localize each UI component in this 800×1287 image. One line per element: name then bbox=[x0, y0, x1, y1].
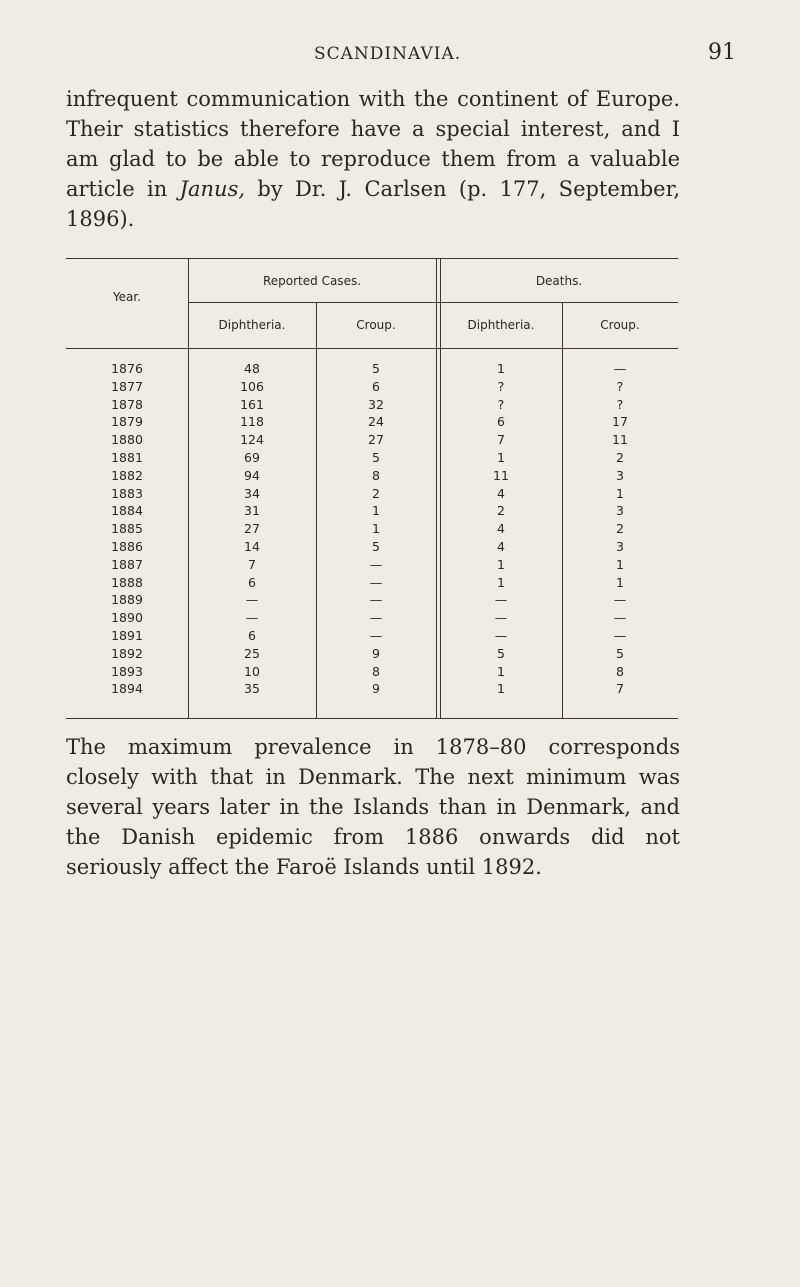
cell: 69 bbox=[244, 449, 260, 465]
cell: 1 bbox=[497, 663, 505, 679]
cell: — bbox=[369, 627, 383, 643]
cell: 1877 bbox=[111, 378, 143, 394]
cell: 1 bbox=[616, 556, 624, 572]
cell: — bbox=[369, 556, 383, 572]
header-deaths-diphtheria: Diphtheria. bbox=[467, 318, 535, 332]
cell: 17 bbox=[612, 414, 628, 430]
column-year bbox=[66, 360, 188, 698]
cell: 94 bbox=[244, 467, 260, 483]
cell: 1880 bbox=[111, 432, 143, 448]
col-divider-deaths-left bbox=[436, 258, 437, 718]
cell: ? bbox=[616, 378, 624, 394]
cell: 34 bbox=[244, 485, 260, 501]
cell: 1876 bbox=[111, 361, 143, 376]
cell: 4 bbox=[497, 485, 505, 501]
cell: 48 bbox=[244, 361, 260, 376]
cell: — bbox=[613, 627, 627, 643]
cell: 4 bbox=[497, 521, 505, 537]
column-deaths-croup bbox=[562, 360, 678, 698]
cell: 1886 bbox=[111, 538, 143, 554]
header-deaths: Deaths. bbox=[535, 274, 583, 288]
cell: 8 bbox=[616, 663, 624, 679]
header-reported-cases: Reported Cases. bbox=[262, 274, 362, 288]
cell: 1894 bbox=[111, 681, 143, 697]
cell: 1885 bbox=[111, 521, 143, 537]
header-sub-rule bbox=[188, 302, 678, 303]
journal-title: Janus, bbox=[179, 177, 246, 201]
cell: 1 bbox=[616, 485, 624, 501]
cell: 1892 bbox=[111, 645, 143, 661]
cell: 6 bbox=[497, 414, 505, 430]
cell: 5 bbox=[372, 361, 380, 376]
cell: 1879 bbox=[111, 414, 143, 430]
cell: 1881 bbox=[111, 449, 143, 465]
cell: 5 bbox=[497, 645, 505, 661]
cell: 1 bbox=[372, 503, 380, 519]
cell: 27 bbox=[244, 521, 260, 537]
cell: 3 bbox=[616, 538, 624, 554]
cell: 6 bbox=[248, 574, 256, 590]
cell: 10 bbox=[244, 663, 260, 679]
cell: 1 bbox=[497, 681, 505, 697]
cell: 1893 bbox=[111, 663, 143, 679]
cell: 2 bbox=[616, 449, 624, 465]
cell: — bbox=[494, 610, 508, 626]
cell: ? bbox=[497, 396, 505, 412]
cell: 1 bbox=[497, 556, 505, 572]
cell: 2 bbox=[372, 485, 380, 501]
cell: 8 bbox=[372, 467, 380, 483]
cell: 27 bbox=[368, 432, 384, 448]
cell: 106 bbox=[240, 378, 264, 394]
column-deaths-diphtheria bbox=[440, 360, 562, 698]
cell: 7 bbox=[497, 432, 505, 448]
cell: 11 bbox=[612, 432, 628, 448]
cell: — bbox=[494, 627, 508, 643]
cell: — bbox=[369, 610, 383, 626]
cell: 161 bbox=[240, 396, 264, 412]
cell: — bbox=[494, 592, 508, 608]
page-header bbox=[64, 40, 736, 74]
cell: ? bbox=[497, 378, 505, 394]
page-number: 91 bbox=[708, 40, 736, 65]
cell: 1 bbox=[497, 449, 505, 465]
cell: — bbox=[613, 361, 627, 376]
cell: 2 bbox=[497, 503, 505, 519]
cell: 1884 bbox=[111, 503, 143, 519]
cell: 2 bbox=[616, 521, 624, 537]
header-reported-croup: Croup. bbox=[356, 318, 396, 332]
cell: 5 bbox=[372, 538, 380, 554]
cell: — bbox=[613, 610, 627, 626]
header-bottom-rule bbox=[66, 348, 678, 349]
header-deaths-croup: Croup. bbox=[600, 318, 640, 332]
cell: 5 bbox=[616, 645, 624, 661]
cell: 8 bbox=[372, 663, 380, 679]
statistics-table bbox=[66, 258, 678, 720]
cell: — bbox=[613, 592, 627, 608]
cell: 1 bbox=[616, 574, 624, 590]
running-title: SCANDINAVIA. bbox=[314, 44, 462, 64]
cell: 1889 bbox=[111, 592, 143, 608]
outro-paragraph: The maximum prevalence in 1878–80 corresponds closely with that in Denmark. The next minimum was several years later in the Islands than in Denmark, and the Danish epidemic from 1886 onwards did not seriously affect the Faroë Islands until 1892. bbox=[66, 735, 680, 879]
cell: 6 bbox=[248, 627, 256, 643]
cell: 1 bbox=[497, 361, 505, 376]
cell: 6 bbox=[372, 378, 380, 394]
intro-text-before: infrequent communication with the continent of Europe. Their statistics therefore have a special interest, and I am glad to be able to reproduce them from a valuable article in bbox=[66, 87, 680, 201]
header-year: Year. bbox=[112, 290, 142, 304]
cell: 1888 bbox=[111, 574, 143, 590]
cell: 14 bbox=[244, 538, 260, 554]
cell: 1 bbox=[372, 521, 380, 537]
cell: 31 bbox=[244, 503, 260, 519]
cell: 11 bbox=[493, 467, 509, 483]
header-reported-diphtheria: Diphtheria. bbox=[218, 318, 286, 332]
cell: 25 bbox=[244, 645, 260, 661]
cell: 1882 bbox=[111, 467, 143, 483]
intro-paragraph bbox=[66, 84, 680, 234]
cell: — bbox=[369, 592, 383, 608]
cell: 7 bbox=[616, 681, 624, 697]
cell: 3 bbox=[616, 467, 624, 483]
cell: 124 bbox=[240, 432, 264, 448]
cell: 3 bbox=[616, 503, 624, 519]
cell: 7 bbox=[248, 556, 256, 572]
cell: 118 bbox=[240, 414, 264, 430]
cell: 9 bbox=[372, 681, 380, 697]
cell: ? bbox=[616, 396, 624, 412]
cell: 5 bbox=[372, 449, 380, 465]
cell: 1890 bbox=[111, 610, 143, 626]
cell: 9 bbox=[372, 645, 380, 661]
cell: 24 bbox=[368, 414, 384, 430]
cell: 4 bbox=[497, 538, 505, 554]
cell: 1 bbox=[497, 574, 505, 590]
cell: 35 bbox=[244, 681, 260, 697]
intro-text-after: by Dr. J. Carlsen (p. 177, September, 1896). bbox=[66, 177, 680, 231]
cell: — bbox=[369, 574, 383, 590]
column-reported-croup bbox=[316, 360, 436, 698]
cell: 1887 bbox=[111, 556, 143, 572]
table-top-rule bbox=[66, 258, 678, 259]
table-bottom-rule bbox=[66, 718, 678, 719]
cell: 32 bbox=[368, 396, 384, 412]
cell: 1878 bbox=[111, 396, 143, 412]
cell: — bbox=[245, 610, 259, 626]
cell: 1891 bbox=[111, 627, 143, 643]
cell: — bbox=[245, 592, 259, 608]
column-reported-diphtheria bbox=[188, 360, 316, 698]
cell: 1883 bbox=[111, 485, 143, 501]
